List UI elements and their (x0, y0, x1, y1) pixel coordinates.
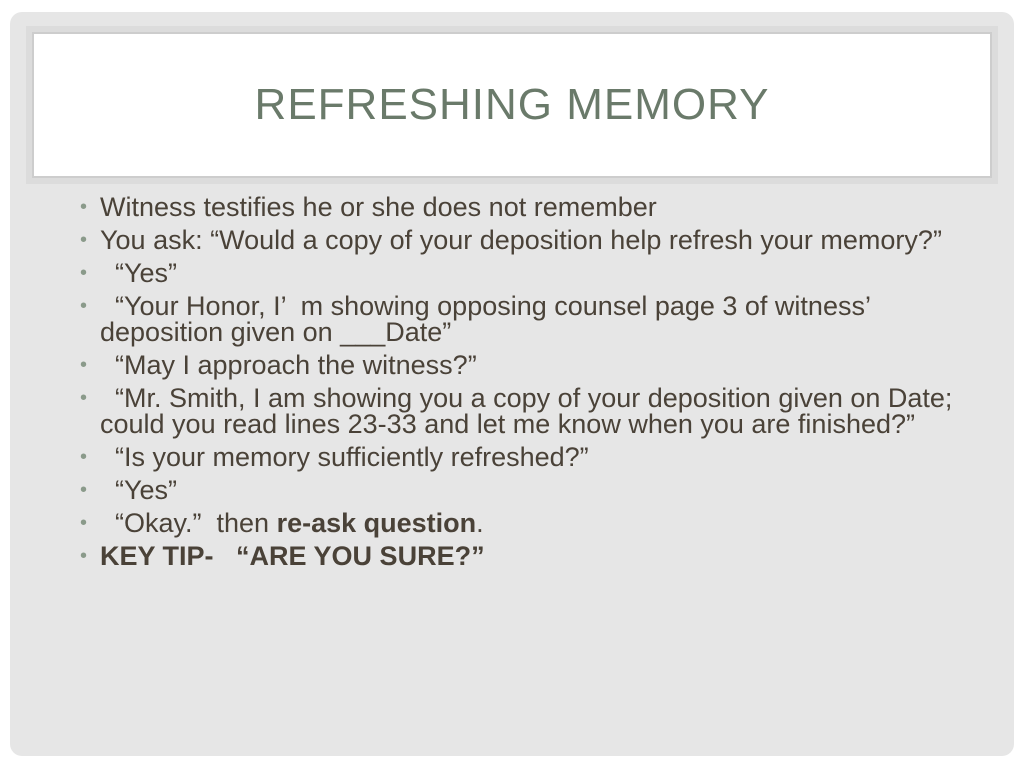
bullet-text-post: . (476, 508, 484, 538)
bullet-text: “Yes” (100, 258, 178, 288)
bullet-list (72, 194, 972, 576)
bullet-text: “Yes” (100, 475, 178, 505)
bullet-item (72, 543, 972, 569)
bullet-text-bold: re-ask question (276, 508, 477, 538)
bullet-dot-icon: • (80, 262, 88, 284)
bullet-item (72, 260, 972, 286)
bullet-dot-icon: • (80, 387, 88, 409)
bullet-item (72, 227, 972, 253)
slide-background (10, 12, 1014, 756)
title-box (32, 32, 992, 178)
bullet-text: “Your Honor, I’ m showing opposing counsel page 3 of witness’ deposition given on ___Date” (100, 291, 893, 347)
bullet-item (72, 477, 972, 503)
bullet-item (72, 510, 972, 536)
bullet-dot-icon: • (80, 295, 88, 317)
bullet-item (72, 194, 972, 220)
bullet-text: “May I approach the witness?” (100, 350, 477, 380)
bullet-text: You ask: “Would a copy of your deposition help refresh your memory?” (100, 225, 942, 255)
bullet-item (72, 293, 972, 345)
bullet-item (72, 352, 972, 378)
bullet-dot-icon: • (80, 196, 88, 218)
bullet-dot-icon: • (80, 446, 88, 468)
bullet-item (72, 385, 972, 437)
bullet-text-key-tip: KEY TIP- “ARE YOU SURE?” (100, 541, 485, 571)
bullet-text-pre: “Okay.” then (100, 508, 277, 538)
bullet-text: “Mr. Smith, I am showing you a copy of your deposition given on Date; could you read lines 23-33 and let me know when you are finished?” (100, 383, 960, 439)
bullet-dot-icon: • (80, 512, 88, 534)
bullet-dot-icon: • (80, 229, 88, 251)
bullet-dot-icon: • (80, 479, 88, 501)
bullet-text: Witness testifies he or she does not remember (100, 192, 657, 222)
bullet-item (72, 444, 972, 470)
bullet-text: “Is your memory sufficiently refreshed?” (100, 442, 589, 472)
bullet-dot-icon: • (80, 354, 88, 376)
bullet-dot-icon: • (80, 545, 88, 567)
slide-title: REFRESHING MEMORY (254, 80, 770, 129)
